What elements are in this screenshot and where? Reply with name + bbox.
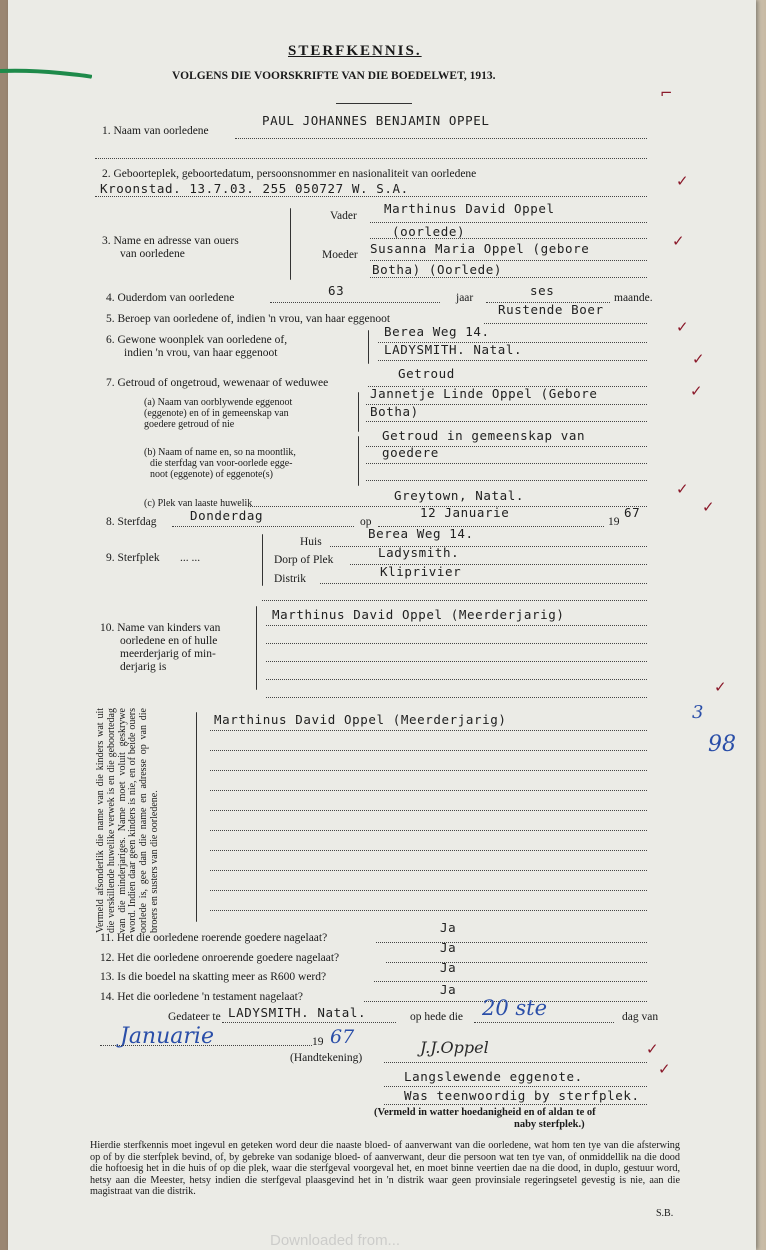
q10-line-5 [266,697,647,698]
q12-line [386,962,647,963]
q7a-line-2 [366,421,647,422]
q2-line [95,196,647,197]
q3-moeder-value: Susanna Maria Oppel (gebore [370,241,590,256]
signing-day: 20 ste [482,996,548,1020]
q7a-brace [358,392,359,432]
side-line-4 [210,790,647,791]
q9-extra-line [262,600,647,601]
q10-label-1: 10. Name van kinders van [100,622,221,634]
q7c-value: Greytown, Natal. [394,488,525,503]
q4-jaar-label: jaar [456,292,474,304]
q9-huis-value: Berea Weg 14. [368,526,474,541]
margin-number-2: 98 [708,732,736,757]
signing-month-line [100,1045,312,1046]
q7b-value-1: Getroud in gemeenskap van [382,428,586,443]
q10-line-3 [266,661,647,662]
q8-day-line [172,526,354,527]
q7a-label-1: (a) Naam van oorblywende eggenoot [144,397,293,408]
q1-line [235,138,647,139]
q6-brace [368,330,369,364]
tick-mark-icon: ✓ [714,678,727,696]
q10-line-1 [266,625,647,626]
capacity-line-2 [384,1104,647,1105]
signing-year-prefix: 19 [312,1036,324,1048]
side-line-10 [210,910,647,911]
q14-value: Ja [440,982,457,997]
q9-distrik-line [320,583,647,584]
q6-label-2: indien 'n vrou, van haar eggenoot [124,347,278,359]
q9-distrik-value: Kliprivier [380,564,462,579]
gedateer-line [222,1022,396,1023]
q8-year-prefix: 19 [608,516,620,528]
q8-date: 12 Januarie [420,505,510,520]
capacity-note-2: naby sterfplek.) [514,1119,585,1130]
q1-value: PAUL JOHANNES BENJAMIN OPPEL [262,113,490,128]
capacity-line-1 [384,1086,647,1087]
q4-years-line [270,302,440,303]
green-ribbon-icon [0,68,92,80]
margin-number: 3 [692,702,704,723]
q10-label-4: derjarig is [120,661,167,673]
q6-line-2 [378,360,647,361]
q6-value-1: Berea Weg 14. [384,324,490,339]
q7a-label-3: goedere getroud of nie [144,419,235,430]
q7b-label-1: (b) Naam of name en, so na moontlik, [144,447,296,458]
q6-label-1: 6. Gewone woonplek van oorledene of, [106,334,288,346]
side-line-1 [210,730,647,731]
q13-label: 13. Is die boedel na skatting meer as R600 werd? [100,971,327,983]
q3-vader-value-2: (oorlede) [392,224,466,239]
q3-brace [290,208,291,280]
q7b-brace [358,436,359,486]
q11-line [376,942,647,943]
q7a-label-2: (eggenote) en of in gemeenskap van [144,408,289,419]
q3-vader-line [370,222,647,223]
q7a-value-1: Jannetje Linde Oppel (Gebore [370,386,598,401]
q8-day: Donderdag [190,508,264,523]
q10-value: Marthinus David Oppel (Meerderjarig) [272,607,565,622]
q4-label: 4. Ouderdom van oorledene [106,292,235,304]
q7b-line-3 [366,480,647,481]
q13-line [374,981,647,982]
q7b-line-2 [366,463,647,464]
side-line-2 [210,750,647,751]
q4-months: ses [530,283,555,298]
tick-mark-icon: ✓ [692,350,705,368]
q9-brace [262,534,263,586]
signature: J.J.Oppel [420,1038,489,1057]
q9-huis-label: Huis [300,536,322,548]
q9-dorp-value: Ladysmith. [378,545,460,560]
q4-years: 63 [328,283,345,298]
form-code: S.B. [656,1208,674,1219]
q3-moeder-line-2 [370,277,647,278]
q5-value: Rustende Boer [498,302,604,317]
gedateer-place: LADYSMITH. Natal. [228,1005,367,1020]
tick-mark-icon: ✓ [658,1060,671,1078]
handtekening-label: (Handtekening) [290,1052,363,1064]
q3-moeder-label: Moeder [322,249,358,261]
q11-label: 11. Het die oorledene roerende goedere nagelaat? [100,932,328,944]
signing-day-line [474,1022,614,1023]
q10-label-2: oorledene en of hulle [120,635,218,647]
q9-label: 9. Sterfplek [106,552,160,564]
q3-label-1: 3. Name en adresse van ouers [102,235,239,247]
tick-mark-icon: ✓ [676,318,689,336]
signing-year: 67 [330,1026,355,1048]
q13-value: Ja [440,960,457,975]
capacity-1: Langslewende eggenote. [404,1069,583,1084]
document-subtitle: VOLGENS DIE VOORSKRIFTE VAN DIE BOEDELWET, 1913. [172,70,496,82]
tick-mark-icon: ✓ [702,498,715,516]
op-hede-die-label: op hede die [410,1011,464,1023]
q7b-label-2: die sterfdag van voor-oorlede egge- [150,458,293,469]
q6-value-2: LADYSMITH. Natal. [384,342,523,357]
side-note: Vermeld afsonderlik die name van die kinders wat uit die verskillende huwelike verwek is en die geboortedag van die minderjariges. Name moet voluit geskrywe word. Indien daar geen kinders is nie, en of beide ouers oorlede is, gee dan die name en adresse op van die broers en susters van die oorledene. [95,708,160,933]
side-brace [196,712,197,922]
tick-mark-icon: ✓ [676,480,689,498]
signature-line [384,1062,647,1063]
q9-dots: ... ... [180,552,201,564]
dag-van-label: dag van [622,1011,659,1023]
q2-label: 2. Geboorteplek, geboortedatum, persoonsnommer en nasionaliteit van oorledene [102,168,477,180]
q3-moeder-value-2: Botha) (Oorlede) [372,262,503,277]
capacity-note-1: (Vermeld in watter hoedanigheid en of aldan te of [374,1107,596,1118]
q11-value: Ja [440,920,457,935]
q3-moeder-line [370,260,647,261]
q7-label: 7. Getroud of ongetroud, wewenaar of weduwee [106,377,329,389]
gedateer-label: Gedateer te [168,1011,221,1023]
q7-value: Getroud [398,366,455,381]
watermark: Downloaded from... [270,1232,401,1249]
q7a-value-2: Botha) [370,404,419,419]
q1-label: 1. Naam van oorledene [102,125,209,137]
side-line-8 [210,870,647,871]
q9-distrik-label: Distrik [274,573,306,585]
q3-vader-line-2 [370,238,647,239]
q4-maande-label: maande. [614,292,653,304]
q2-value: Kroonstad. 13.7.03. 255 050727 W. S.A. [100,181,409,196]
side-line-3 [210,770,647,771]
tick-mark-icon: ✓ [646,1040,659,1058]
q7b-value-2: goedere [382,445,439,460]
side-line-7 [210,850,647,851]
q10-line-4 [266,679,647,680]
q3-label-2: van oorledene [120,248,185,260]
q10-label-3: meerderjarig of min- [120,648,216,660]
side-line-6 [210,830,647,831]
tick-mark-icon: ✓ [676,172,689,190]
tick-mark-icon: ✓ [690,382,703,400]
q8-op-label: op [360,516,372,528]
q14-label: 14. Het die oorledene 'n testament nagelaat? [100,991,303,1003]
q7b-label-3: noot (eggenote) of eggenote(s) [150,469,274,480]
title-divider [336,103,412,104]
q5-label: 5. Beroep van oorledene of, indien 'n vrou, van haar eggenoot [106,313,391,325]
q12-value: Ja [440,940,457,955]
q8-label: 8. Sterfdag [106,516,157,528]
tick-mark-icon: ✓ [672,232,685,250]
q3-vader-label: Vader [330,210,357,222]
q8-year: 67 [624,505,641,520]
q10-brace [256,606,257,690]
footer-note: Hierdie sterfkennis moet ingevul en geteken word deur die naaste bloed- of aanverwant van die oorledene, wat hom ten tye van die afsterwing op of by die sterfplek bevind, of, by gebreke van sodanige bloed- of aanverwant, deur die persoon wat ten tye van, of onmiddellik na die dood die hoftoesig het in die huis of op die plek, waar die sterfgeval voorgeval het, en moet binne veertien dae na die dood, in duplo, gestuur word, hetsy aan die Meester, hetsy indien die sterfgeval plaasgevind het in 'n distrik waar geen provinsiale regeringsetel gevestig is nie, aan die magistraat van die distrik. [90,1140,680,1198]
side-value: Marthinus David Oppel (Meerderjarig) [214,712,507,727]
q5-line [484,323,647,324]
capacity-2: Was teenwoordig by sterfplek. [404,1088,640,1103]
q9-dorp-label: Dorp of Plek [274,554,334,566]
tick-mark-icon: ⌐ [660,84,673,102]
q10-line-2 [266,643,647,644]
q7c-label: (c) Plek van laaste huwelik [144,498,253,509]
document-title: STERFKENNIS. [288,43,422,59]
q12-label: 12. Het die oorledene onroerende goedere nagelaat? [100,952,340,964]
q3-vader-value: Marthinus David Oppel [384,201,555,216]
q1-line-2 [95,158,647,159]
signing-month: Januarie [120,1024,214,1049]
side-line-5 [210,810,647,811]
side-line-9 [210,890,647,891]
